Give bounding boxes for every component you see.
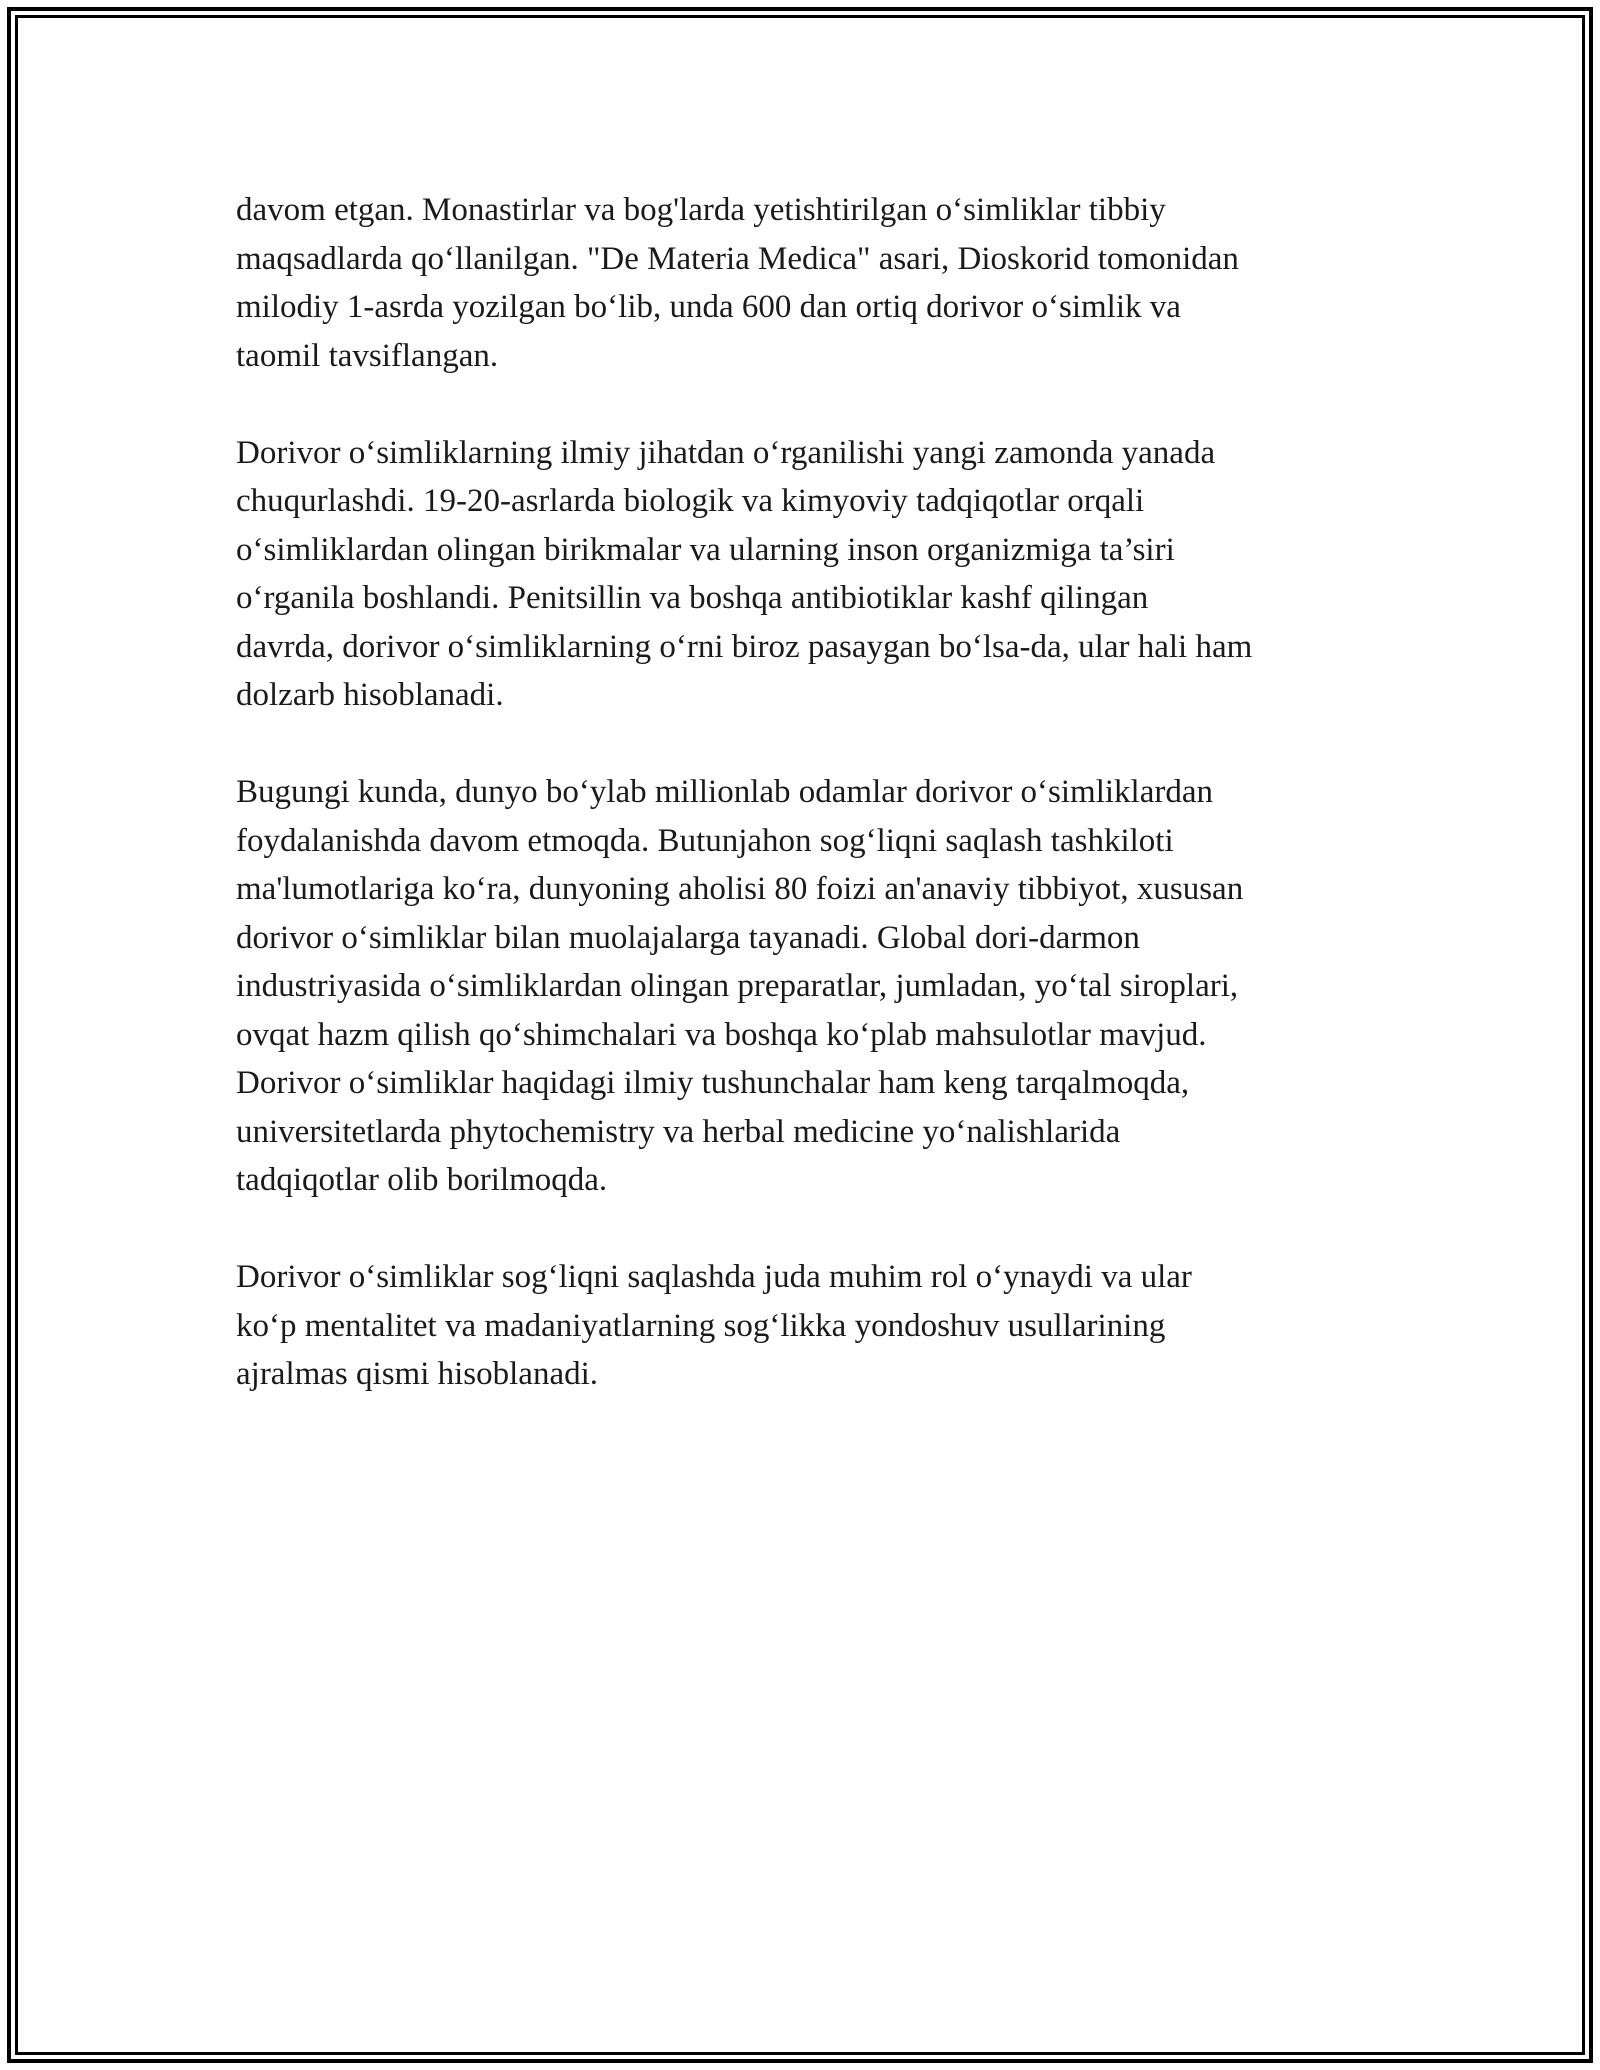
text-line: ko‘p mentalitet va madaniyatlarning sog‘likka yondoshuv usullarining bbox=[236, 1307, 1166, 1344]
text-line: dolzarb hisoblanadi. bbox=[236, 677, 504, 713]
paragraph bbox=[236, 1253, 1376, 1399]
text-line: dorivor o‘simliklar bilan muolajalarga tayanadi. Global dori-darmon bbox=[236, 919, 1140, 956]
document-body bbox=[236, 186, 1376, 1447]
text-line: davom etgan. Monastirlar va bog'larda yetishtirilgan o‘simliklar tibbiy bbox=[236, 192, 1166, 228]
text-line: ovqat hazm qilish qo‘shimchalari va boshqa ko‘plab mahsulotlar mavjud. bbox=[236, 1016, 1207, 1053]
paragraph bbox=[236, 429, 1376, 720]
text-line: maqsadlarda qo‘llanilgan. "De Materia Medica" asari, Dioskorid tomonidan bbox=[236, 240, 1239, 277]
text-line: o‘simliklardan olingan birikmalar va ularning inson organizmiga ta’siri bbox=[236, 531, 1175, 568]
text-line: taomil tavsiflangan. bbox=[236, 337, 499, 374]
text-line: ma'lumotlariga ko‘ra, dunyoning aholisi 80 foizi an'anaviy tibbiyot, xususan bbox=[236, 871, 1244, 907]
text-line: o‘rganila boshlandi. Penitsillin va boshqa antibiotiklar kashf qilingan bbox=[236, 580, 1149, 616]
text-line: Dorivor o‘simliklar haqidagi ilmiy tushunchalar ham keng tarqalmoqda, bbox=[236, 1065, 1190, 1101]
text-line: Dorivor o‘simliklarning ilmiy jihatdan o‘rganilishi yangi zamonda yanada bbox=[236, 434, 1216, 471]
paragraph bbox=[236, 186, 1376, 380]
text-line: Bugungi kunda, dunyo bo‘ylab millionlab odamlar dorivor o‘simliklardan bbox=[236, 774, 1214, 810]
text-line: davrda, dorivor o‘simliklarning o‘rni biroz pasaygan bo‘lsa-da, ular hali ham bbox=[236, 628, 1253, 665]
text-line: foydalanishda davom etmoqda. Butunjahon sog‘liqni saqlash tashkiloti bbox=[236, 822, 1174, 859]
text-line: Dorivor o‘simliklar sog‘liqni saqlashda juda muhim rol o‘ynaydi va ular bbox=[236, 1259, 1192, 1295]
text-line: chuqurlashdi. 19-20-asrlarda biologik va kimyoviy tadqiqotlar orqali bbox=[236, 483, 1145, 519]
text-line: tadqiqotlar olib borilmoqda. bbox=[236, 1162, 608, 1198]
text-line: ajralmas qismi hisoblanadi. bbox=[236, 1356, 599, 1392]
paragraph bbox=[236, 768, 1376, 1205]
text-line: industriyasida o‘simliklardan olingan preparatlar, jumladan, yo‘tal siroplari, bbox=[236, 968, 1239, 1004]
text-line: universitetlarda phytochemistry va herbal medicine yo‘nalishlarida bbox=[236, 1113, 1121, 1150]
text-line: milodiy 1-asrda yozilgan bo‘lib, unda 600 dan ortiq dorivor o‘simlik va bbox=[236, 289, 1181, 325]
